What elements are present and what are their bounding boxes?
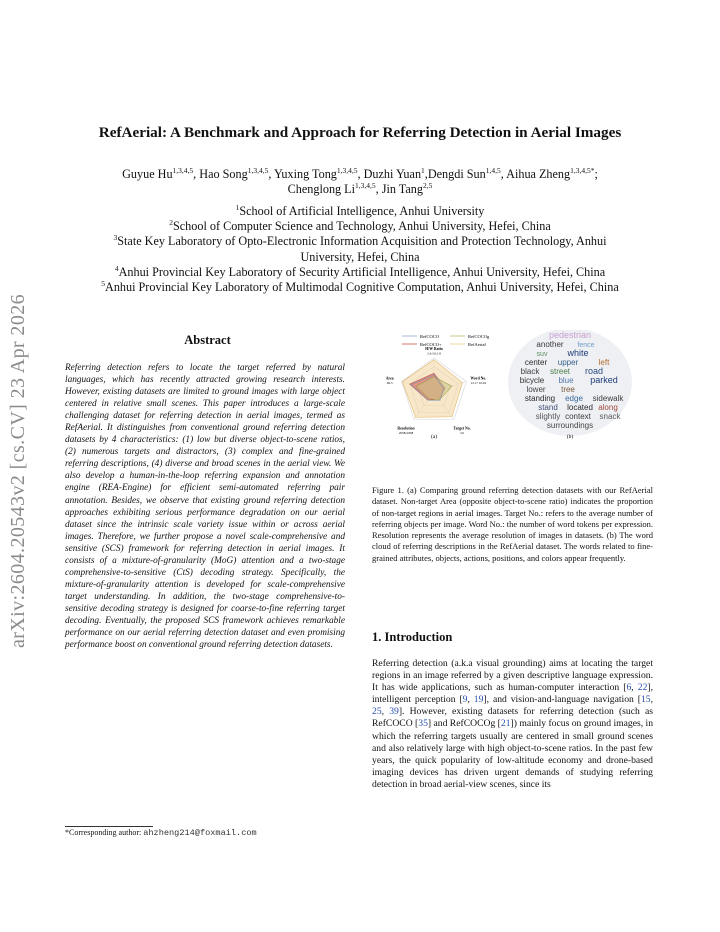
panel-a-label: (a) <box>430 434 438 440</box>
citation-link[interactable]: 19 <box>473 694 484 706</box>
affiliation-line: $^3$State Key Laboratory of Opto-Electronic Information Acquisition and Protection Technology, Anhui <box>113 233 607 249</box>
intro-text-run: ], intelligent perception [ <box>372 682 653 706</box>
word-cloud-word: upper <box>557 358 579 367</box>
word-cloud-word: suv <box>536 351 548 358</box>
intro-text-run: ] and RefCOCOg [ <box>427 718 501 730</box>
author-affiliation-marker: 1,3,4,5 <box>336 165 358 175</box>
intro-text-run: , <box>650 694 653 706</box>
word-cloud-word: black <box>520 367 540 376</box>
citation-link[interactable]: 39 <box>389 706 399 718</box>
citation-link[interactable]: 6 <box>626 682 632 694</box>
word-cloud-word: road <box>584 366 604 376</box>
arxiv-stamp: arXiv:2604.20543v2 [cs.CV] 23 Apr 2026 <box>7 293 29 649</box>
affiliation-marker: 3 <box>113 233 118 243</box>
word-cloud-word: stand <box>538 403 558 412</box>
intro-text-run: , <box>631 682 638 694</box>
author-affiliation-marker: 1,3,4,5 <box>247 165 269 175</box>
corresponding-email[interactable]: ahzheng214@foxmail.com <box>143 828 257 838</box>
citation-link[interactable]: 35 <box>418 718 428 730</box>
word-cloud-word: bicycle <box>519 376 545 385</box>
word-cloud-word: context <box>565 412 591 421</box>
affiliation-marker: 4 <box>114 263 119 273</box>
author-name: Duzhi Yuan$^1$ <box>363 165 425 181</box>
author-line-2: Chenglong Li$^{1,3,4,5}$, Jin Tang$^{2,5}$ <box>287 181 433 197</box>
citation-link[interactable]: 9 <box>462 694 468 706</box>
intro-text-run: , <box>467 694 474 706</box>
citation-link[interactable]: 22 <box>637 682 648 694</box>
author-name: Chenglong Li$^{1,3,4,5}$ <box>287 181 376 197</box>
word-cloud-word: slightly <box>535 412 561 421</box>
legend-label-refcocog: RefCOCOg <box>468 334 490 339</box>
word-cloud-word: along <box>598 403 618 412</box>
paper-title: RefAerial: A Benchmark and Approach for Referring Detection in Aerial Images <box>98 124 622 141</box>
word-cloud-word: located <box>567 403 593 412</box>
word-cloud-word: surroundings <box>546 421 594 430</box>
word-cloud-word: street <box>549 367 571 376</box>
word-cloud-word: standing <box>524 394 556 403</box>
affiliation-marker: 2 <box>169 218 173 228</box>
footnote-label: *Corresponding author: <box>65 828 144 837</box>
word-cloud-word: edge <box>565 394 583 403</box>
intro-text-run: , <box>381 706 390 718</box>
author-affiliation-marker: 1 <box>421 165 425 175</box>
figure-1-caption: Figure 1. (a) Comparing ground referring detection datasets with our RefAerial dataset. Non-target Area (opposite object-to-scene ratio) indicates the proportion of non-target regions in aerial images. Target No.: refers to the average number of referring objects per image. Word No.: the number of word tokens per expression. Resolution represents the average resolution of images in datasets. (b) The word cloud of referring descriptions in the RefAerial dataset. The words related to fine-grained attributes, objects, actions, positions, and colors appear frequently. <box>372 485 653 563</box>
word-cloud-word: white <box>567 348 589 358</box>
footnote-divider <box>65 826 153 827</box>
radar-axis-value: 2.4:3.0:1.8 <box>427 351 441 356</box>
citation-link[interactable]: 15 <box>640 694 651 706</box>
author-name: Guyue Hu$^{1,3,4,5}$ <box>122 165 194 181</box>
radar-axis-label: Resolution <box>397 426 415 431</box>
affiliation-line: $^2$School of Computer Science and Technology, Anhui University, Hefei, China <box>169 218 551 234</box>
affiliation-line: $^4$Anhui Provincial Key Laboratory of Security Artificial Intelligence, Anhui University, Hefei, China <box>114 263 606 279</box>
radar-axis-label: Area <box>385 376 394 381</box>
radar-axis-value: 3.6 <box>459 431 464 436</box>
word-cloud <box>508 330 632 436</box>
citation-link[interactable]: 21 <box>500 718 511 730</box>
word-cloud-word: parked <box>590 375 618 385</box>
intro-text-run: ], and vision-and-language navigation [ <box>483 694 641 706</box>
word-cloud-word: left <box>598 358 610 367</box>
author-affiliation-marker: 1,4,5 <box>485 165 501 175</box>
introduction-text <box>372 658 653 791</box>
panel-b-label: (b) <box>566 434 574 440</box>
affiliation-line: University, Hefei, China <box>300 249 420 264</box>
intro-text-run: Referring detection (a.k.a visual grounding) aims at locating the target regions in an image referred by a given descriptive language expression. It has wide applications, such as human-computer interaction [ <box>372 658 653 694</box>
author-name: Jin Tang$^{2,5}$ <box>381 181 433 197</box>
author-line-1: Guyue Hu$^{1,3,4,5}$, Hao Song$^{1,3,4,5}$, Yuxing Tong$^{1,3,4,5}$, Duzhi Yuan$^1$,Dengdi Sun$^{1,4,5}$, Aihua Zheng$^{1,3,4,5*}$; <box>122 165 598 181</box>
word-cloud-word: fence <box>577 342 595 349</box>
author-affiliation-marker: 1,3,4,5 <box>355 181 376 191</box>
affiliation-marker: 5 <box>101 278 106 288</box>
affiliation-line: $^1$School of Artificial Intelligence, Anhui University <box>235 202 485 218</box>
author-affiliation-marker: 2,5 <box>422 181 433 191</box>
radar-axis-label: H/W Ratio <box>425 347 443 351</box>
word-cloud-word: pedestrian <box>548 330 592 340</box>
word-cloud-word: tree <box>561 385 575 394</box>
author-name: Hao Song$^{1,3,4,5}$ <box>199 165 269 181</box>
affiliation-marker: 1 <box>235 202 240 212</box>
abstract-text: Referring detection refers to locate the target referred by natural languages, which has recently attracted growing research interests. However, existing datasets are limited to ground images with large object centered in relative small scenes. This paper introduces a large-scale challenging dataset for referring detection in aerial images, termed as RefAerial. It distinguishes from conventional ground referring detection datasets by 4 characteristics: (1) low but diverse object-to-scene ratios, (2) numerous targets and distractors, (3) complex and fine-grained referring descriptions, (4) diverse and broad scenes in the aerial view. We also develop a human-in-the-loop referring expansion and annotation engine (REA-Engine) for efficient semi-automated referring pair annotation. Besides, we observe that existing ground referring detection approaches exhibiting serious performance degradation on our aerial dataset since the intrinsic scale variety issue within or across aerial images. Therefore, we further propose a novel scale-comprehensive and sensitive (SCS) framework for referring detection in aerial images. It consists of a mixture-of-granularity (MoG) attention and a two-stage comprehensive-to-sensitive (CtS) decoding strategy. Specifically, the mixture-of-granularity attention is developed for scale-comprehensive target understanding. In addition, the two-stage comprehensive-to-sensitive decoding strategy is designed for coarse-to-fine referring target decoding. Eventually, the proposed SCS framework achieves remarkable performance on our aerial referring detection dataset and even promising performance boost on conventional ground referring detection datasets. <box>65 363 345 651</box>
radar-axis-label: Word No. <box>470 376 487 381</box>
author-list <box>50 167 670 198</box>
intro-text-run: ]) mainly focus on ground images, in which the referring targets usually are centered in small ground scenes and also relatively large with high object-to-scene ratios. In the past few years, the quick popularity of low-altitude economy and drone-based imaging devices has driven urgent demands of studying referring detection in broad aerial-view scenes, since its <box>372 718 654 790</box>
author-name: Aihua Zheng$^{1,3,4,5*}$ <box>506 165 595 181</box>
word-cloud-word: lower <box>526 385 546 394</box>
radar-axis-value: 2058x1868 <box>398 431 414 436</box>
word-cloud-word: sidewalk <box>592 394 624 403</box>
word-cloud-word: another <box>536 340 564 349</box>
word-cloud-word: snack <box>599 412 621 421</box>
legend-label-refcoco-plus: RefCOCO+ <box>420 342 442 347</box>
figure-1-graphic <box>372 330 652 442</box>
abstract-heading: Abstract <box>184 333 231 347</box>
section-heading-introduction: 1. Introduction <box>372 630 453 644</box>
footnote <box>65 828 257 838</box>
word-cloud-word: blue <box>558 376 574 385</box>
affiliation-list <box>50 204 670 295</box>
affiliation-line: $^5$Anhui Provincial Key Laboratory of Multimodal Cognitive Computation, Anhui University, Hefei, China <box>101 278 619 295</box>
radar-chart <box>402 358 467 420</box>
figure-1 <box>372 330 652 442</box>
author-affiliation-marker: 1,3,4,5 <box>172 165 194 175</box>
radar-legend <box>402 334 490 347</box>
radar-axis-value: 12.17 10.04 <box>470 380 486 385</box>
author-name: Yuxing Tong$^{1,3,4,5}$ <box>273 165 358 181</box>
legend-label-refaerial: RefAerial <box>468 342 486 347</box>
citation-link[interactable]: 25 <box>372 706 382 718</box>
author-name: Dengdi Sun$^{1,4,5}$ <box>427 165 501 181</box>
radar-axis-label: Target No. <box>453 426 471 431</box>
word-cloud-word: center <box>524 358 548 367</box>
author-affiliation-marker: 1,3,4,5* <box>570 165 595 175</box>
intro-text-run: ]. However, existing datasets for referring detection (such as RefCOCO [ <box>372 706 654 730</box>
radar-axis-value: 96.3 <box>386 380 393 385</box>
legend-label-refcoco: RefCOCO <box>420 334 439 339</box>
